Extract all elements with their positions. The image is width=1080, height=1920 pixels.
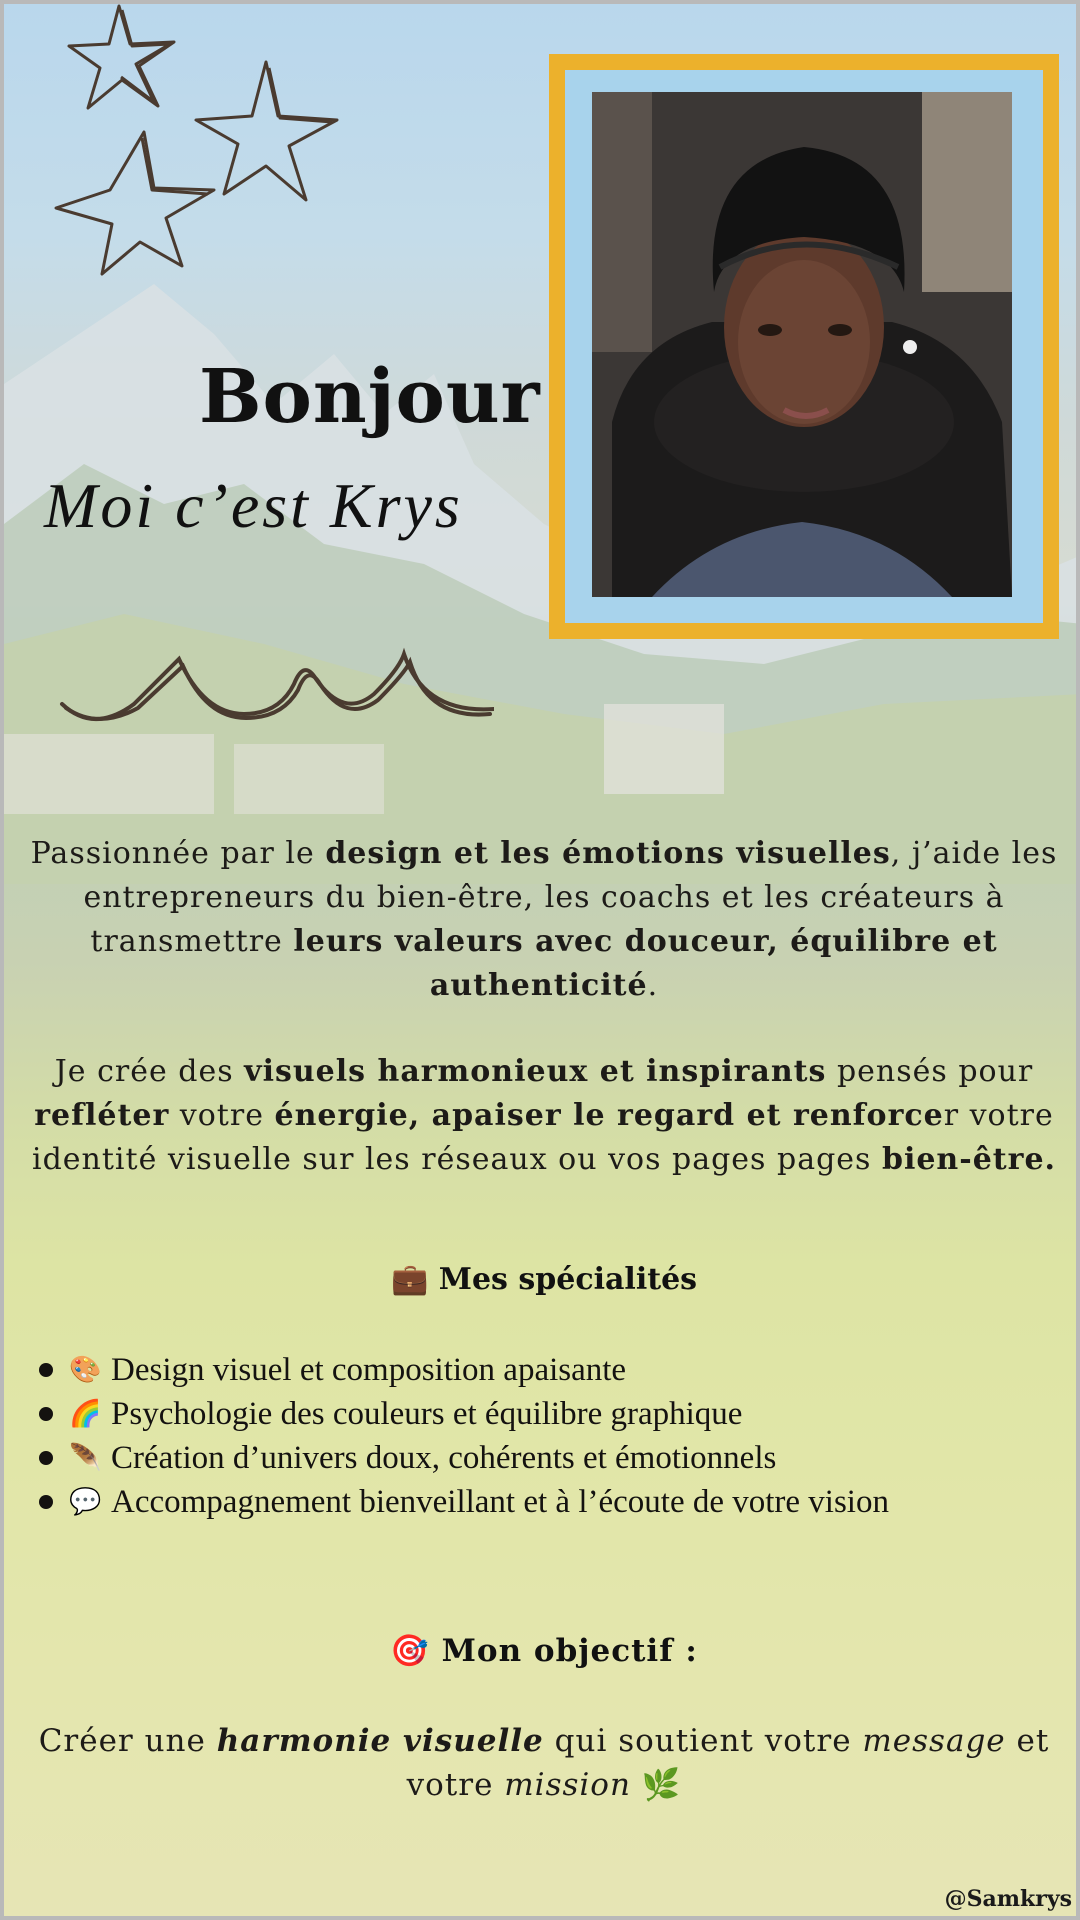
- target-icon: 🎯: [390, 1633, 430, 1669]
- feather-icon: 🪶: [69, 1443, 102, 1472]
- objective-title: Mon objectif :: [441, 1633, 698, 1669]
- photo-frame: [549, 54, 1059, 639]
- text-run: , j’aide les entrepreneurs du bien-être, les coachs et les créateurs à transmettre: [83, 836, 1058, 959]
- name-subheading: Moi c’est Krys: [44, 470, 463, 541]
- specialties-title: Mes spécialités: [438, 1262, 698, 1297]
- text-run: Passionnée par le: [30, 836, 326, 871]
- briefcase-icon: 💼: [390, 1262, 429, 1297]
- list-item: [39, 1348, 1039, 1392]
- text-run: qui soutient votre: [543, 1723, 863, 1759]
- text-run: harmonie visuelle: [216, 1723, 544, 1759]
- text-run: message: [862, 1723, 1006, 1759]
- profile-photo: [592, 92, 1012, 597]
- bullet-dot: [39, 1451, 53, 1465]
- bullet-dot: [39, 1363, 53, 1377]
- objective-heading: [4, 1632, 1080, 1669]
- text-run: pensés pour: [826, 1054, 1034, 1089]
- text-run: Je crée des: [54, 1054, 245, 1089]
- intro-paragraph: [14, 832, 1074, 1008]
- text-run: mission: [504, 1767, 631, 1803]
- text-run: 🌿: [630, 1767, 682, 1803]
- rainbow-icon: 🌈: [69, 1399, 102, 1428]
- text-run: Créer une: [38, 1723, 217, 1759]
- star-icon: [24, 4, 344, 294]
- list-item: [39, 1480, 1039, 1524]
- list-item: [39, 1392, 1039, 1436]
- text-run: refléter: [34, 1098, 170, 1133]
- author-handle: @Samkrys: [944, 1886, 1072, 1912]
- list-item-label: Création d’univers doux, cohérents et émotionnels: [111, 1440, 777, 1476]
- bullet-dot: [39, 1407, 53, 1421]
- bullet-dot: [39, 1495, 53, 1509]
- list-item-label: Psychologie des couleurs et équilibre graphique: [111, 1396, 743, 1432]
- text-run: bien-être.: [881, 1142, 1056, 1177]
- list-item-label: Design visuel et composition apaisante: [111, 1352, 627, 1388]
- text-run: leurs valeurs avec douceur, équilibre et authenticité: [293, 924, 998, 1003]
- text-run: design et les émotions visuelles: [325, 836, 891, 871]
- wave-squiggle: [54, 644, 494, 734]
- text-run: et votre: [406, 1723, 1050, 1803]
- objective-text: [14, 1719, 1074, 1807]
- specialties-heading: [4, 1262, 1080, 1297]
- palette-icon: 🎨: [69, 1355, 102, 1384]
- list-item: [39, 1436, 1039, 1480]
- intro-paragraph: [14, 1050, 1074, 1182]
- text-run: visuels harmonieux et inspirants: [244, 1054, 827, 1089]
- specialties-list: [39, 1348, 1039, 1524]
- intro-text: [14, 832, 1074, 1182]
- list-item-label: Accompagnement bienveillant et à l’écoute de votre vision: [111, 1484, 889, 1520]
- text-run: énergie, apaiser le regard et renforce: [274, 1098, 944, 1133]
- text-run: .: [647, 968, 659, 1003]
- speech-bubble-icon: 💬: [69, 1487, 102, 1516]
- greeting-heading: Bonjour: [199, 354, 541, 440]
- text-run: votre: [169, 1098, 275, 1133]
- text-run: r votre identité visuelle sur les réseaux ou vos pages pages: [32, 1098, 1054, 1177]
